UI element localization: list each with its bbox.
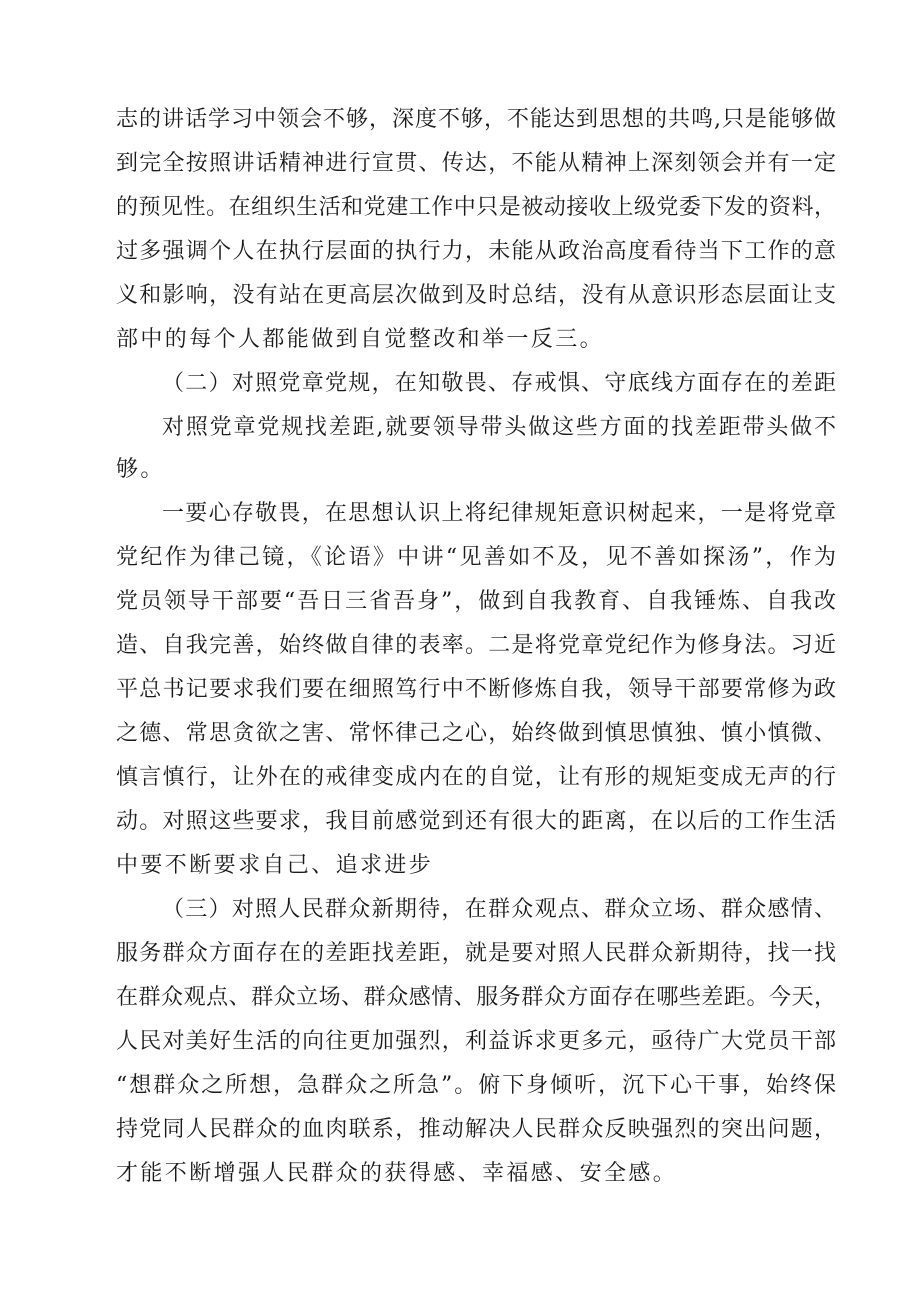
text-line: “想群众之所想，急群众之所急”。俯下身倾听，沉下心干事，始终保 xyxy=(116,1073,836,1098)
text-line: 党纪作为律己镜，《论语》中讲“见善如不及，见不善如探汤”，作为 xyxy=(116,545,836,570)
text-line: 在群众观点、群众立场、群众感情、服务群众方面存在哪些差距。今天， xyxy=(116,985,836,1010)
text-line: 的预见性。在组织生活和党建工作中只是被动接收上级党委下发的资料， xyxy=(116,195,836,220)
text-line: 之德、常思贪欲之害、常怀律己之心，始终做到慎思慎独、慎小慎微、 xyxy=(116,721,836,746)
text-line: 持党同人民群众的血肉联系，推动解决人民群众反映强烈的突出问题， xyxy=(116,1117,836,1142)
text-line: 志的讲话学习中领会不够，深度不够，不能达到思想的共鸣,只是能够做 xyxy=(116,107,836,132)
text-line: 对照党章党规找差距,就要领导带头做这些方面的找差距带头做不 xyxy=(162,415,836,440)
text-line: 平总书记要求我们要在细照笃行中不断修炼自我，领导干部要常修为政 xyxy=(116,677,836,702)
text-line: 义和影响，没有站在更高层次做到及时总结，没有从意识形态层面让支 xyxy=(116,283,836,308)
text-line: 才能不断增强人民群众的获得感、幸福感、安全感。 xyxy=(116,1161,678,1186)
text-line: 中要不断要求自己、追求进步 xyxy=(116,853,434,878)
text-line: 人民对美好生活的向往更加强烈，利益诉求更多元，亟待广大党员干部 xyxy=(116,1029,836,1054)
text-line: 服务群众方面存在的差距找差距，就是要对照人民群众新期待，找一找 xyxy=(116,941,836,966)
text-line: 动。对照这些要求，我目前感觉到还有很大的距离，在以后的工作生活 xyxy=(116,809,836,834)
text-line: 一要心存敬畏，在思想认识上将纪律规矩意识树起来，一是将党章 xyxy=(162,501,836,526)
text-line: 造、自我完善，始终做自律的表率。二是将党章党纪作为修身法。习近 xyxy=(116,633,836,658)
text-line: 过多强调个人在执行层面的执行力，未能从政治高度看待当下工作的意 xyxy=(116,239,836,264)
text-line: 部中的每个人都能做到自觉整改和举一反三。 xyxy=(116,327,605,352)
section-heading-2: （二）对照党章党规，在知敬畏、存戒惧、守底线方面存在的差距 xyxy=(162,371,836,396)
text-line: 慎言慎行，让外在的戒律变成内在的自觉，让有形的规矩变成无声的行 xyxy=(116,765,836,790)
text-line: 够。 xyxy=(116,457,165,482)
section-heading-3: （三）对照人民群众新期待，在群众观点、群众立场、群众感情、 xyxy=(162,897,836,922)
text-line: 党员领导干部要“吾日三省吾身”，做到自我教育、自我锤炼、自我改 xyxy=(116,589,836,614)
text-line: 到完全按照讲话精神进行宣贯、传达，不能从精神上深刻领会并有一定 xyxy=(116,151,836,176)
